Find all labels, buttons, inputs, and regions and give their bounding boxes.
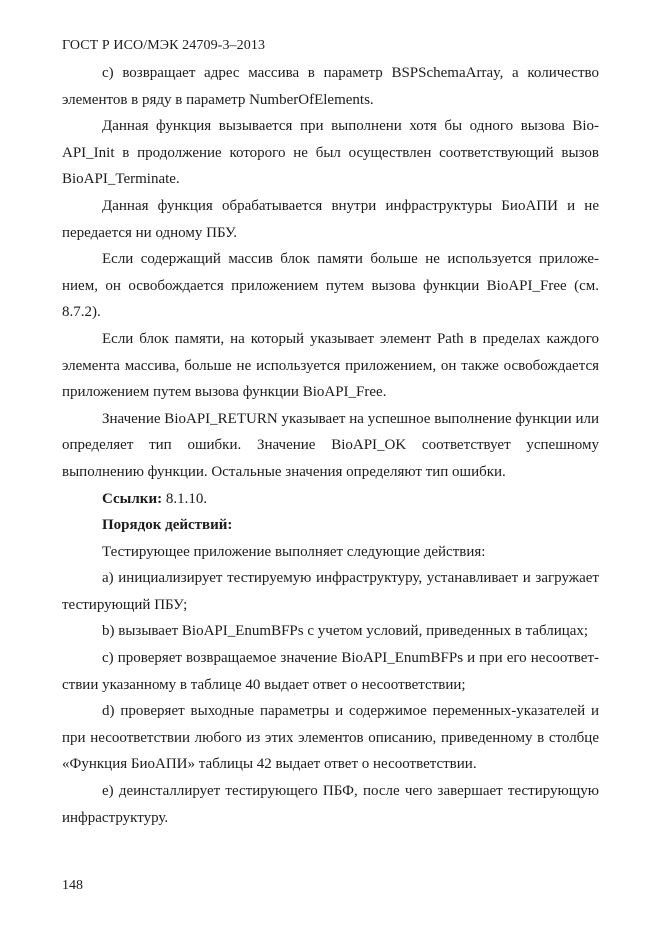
paragraph-return-value: Значение BioAPI_RETURN указывает на успешное выполнение функции или определяет тип ошибки. Значение BioAPI_OK соответствует успешному выполнению функции. Остальные значения определяют тип ошибки. (62, 410, 599, 480)
paragraph-processing: Данная функция обрабатывается внутри инфраструктуры БиоАПИ и не передается ни одному ПБУ. (62, 197, 599, 241)
paragraph-memory-free: Если содержащий массив блок памяти больше не используется приложением, он освобождается приложением путем вызова функции BioAPI_Free (см. 8.7.2). (62, 251, 599, 321)
procedure-heading: Порядок действий: (102, 517, 233, 534)
procedure-intro: Тестирующее приложение выполняет следующие действия: (102, 543, 486, 560)
paragraph-call-condition: Данная функция вызывается при выполнени хотя бы одного вызова BioAPI_Init в продолжение которого не был осуществлен соответствующий вызов BioAPI_Terminate. (62, 118, 599, 188)
paragraph-return-array: c) возвращает адрес массива в параметр BSPSchemaArray, а количество элементов в ряду в параметр NumberOfElements. (62, 65, 599, 108)
procedure-step: c) проверяет возвращаемое значение BioAPI_EnumBFPs и при его несоответствии указанному в таблице 40 выдает ответ о несоответствии; (62, 650, 599, 693)
procedure-step: e) деинсталлирует тестирующего ПБФ, после чего завершает тестирующую инфраструктуру. (62, 783, 599, 826)
references-value: 8.1.10. (162, 490, 208, 507)
procedure-step: d) проверяет выходные параметры и содержимое переменных-указателей и при несоответствии любого из этих элементов описанию, приведенному в столбце «Функция БиоАПИ» таблицы 42 выдает ответ о несоответствии. (62, 703, 599, 773)
references-line (62, 486, 599, 513)
procedure-step: b) вызывает BioAPI_EnumBFPs с учетом условий, приведенных в таблицах; (102, 623, 589, 640)
document-body (62, 60, 599, 831)
standard-header: ГОСТ Р ИСО/МЭК 24709-3–2013 (62, 38, 266, 53)
procedure-step: a) инициализирует тестируемую инфраструктуру, устанавливает и загружает тестирующий ПБУ; (62, 570, 599, 613)
references-label: Ссылки: (102, 490, 163, 507)
page-number: 148 (62, 878, 83, 893)
paragraph-path-memory-free: Если блок памяти, на который указывает элемент Path в пределах каждого элемента массива, больше не используется приложением, он также освобождается приложением путем вызова функции BioAPI_Free. (62, 330, 599, 401)
